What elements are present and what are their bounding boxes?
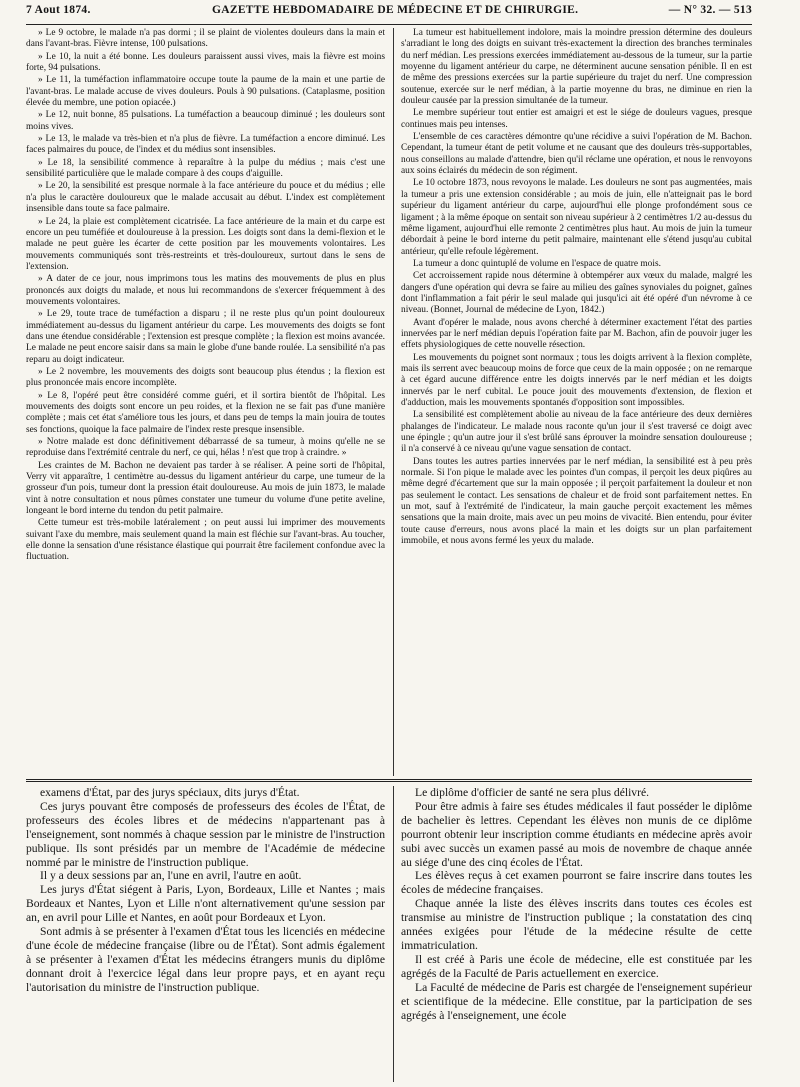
paragraph: Chaque année la liste des élèves inscrits dans toutes ces écoles est transmise au ministre de l'instruction publique ; la constatation des cinq années exigées pour l'étude de la médecine résulte de cette immatriculation. — [401, 897, 752, 952]
paragraph: L'ensemble de ces caractères démontre qu'une récidive a suivi l'opération de M. Bachon. Cependant, la tumeur étant de petit volume et ne causant que des douleurs très-supportables, nous conseillons au malade d'attendre, bien qu'il réclame une opération, et nous le renvoyons aux soins éclairés du médecin de son régiment. — [401, 132, 752, 177]
paragraph: » Le 18, la sensibilité commence à reparaître à la pulpe du médius ; mais c'est une sensibilité particulière que le malade compare à des coups d'aiguille. — [26, 157, 385, 180]
paragraph: » A dater de ce jour, nous imprimons tous les matins des mouvements de plus en plus prononcés aux doigts du malade, et nous lui recommandons de s'exercer fréquemment à des mouvements volontaires. — [26, 274, 385, 307]
paragraph: » Notre malade est donc définitivement débarrassé de sa tumeur, à moins qu'elle ne se reproduise dans l'extrémité centrale du nerf, ce qui, hélas ! n'est que trop à craindre. » — [26, 437, 385, 459]
paragraph: Ces jurys pouvant être composés de professeurs des écoles de l'État, de professeurs des écoles libres et de médecins n'appartenant pas à l'enseignement, sont nommés à chaque session par le ministre de l'instruction publique. Ils sont présidés par un membre de l'Académie de médecine nommé par le ministre de l'instruction publique. — [26, 799, 385, 869]
paragraph: Sont admis à se présenter à l'examen d'État tous les licenciés en médecine d'une école de médecine française (libre ou de l'État). Sont admis également à se présenter à l'examen d'État les médecins étrangers munis du diplôme donnant droit à l'exercice légal dans leur propre pays, et en ayant reçu l'autorisation du ministre de l'instruction publique. — [26, 925, 385, 994]
top-right-column — [401, 28, 752, 776]
paragraph: Le 10 octobre 1873, nous revoyons le malade. Les douleurs ne sont pas augmentées, mais la tumeur a pris une extension considérable ; au mois de juin, elle n'atteignait pas le bord supérieur du ligament antérieur du carpe, aujourd'hui elle plonge profondément sous ce ligament ; à la même époque on sentait son niveau supérieur à 2 centimètres 1/2 au-dessus du même ligament, aujourd'hui elle remonte 2 centimètres plus haut. Au mois de juin la tumeur débordait à peine le bord interne du petit palmaire, maintenant elle s'étend jusqu'au cubital antérieur, qu'elle refoule légèrement. — [401, 178, 752, 257]
paragraph: Les craintes de M. Bachon ne devaient pas tarder à se réaliser. A peine sorti de l'hôpital, Verry vit apparaître, 1 centimètre au-dessus du ligament antérieur du carpe, une tumeur de la grosseur d'un pois, tumeur dont la pression était douloureuse. Au mois de juin 1873, le malade vint à notre consultation et nous pûmes constater une tumeur du volume d'une petite aveline, longeant le bord interne du tendon du petit palmaire. — [26, 460, 385, 517]
journal-title: GAZETTE HEBDOMADAIRE DE MÉDECINE ET DE CHIRURGIE. — [212, 4, 579, 16]
paragraph: Pour être admis à faire ses études médicales il faut posséder le diplôme de bachelier ès lettres. Cependant les élèves non munis de ce diplôme pourront obtenir leur inscription comme étudiants en médecine après avoir subi avec succès un examen passé au mois de novembre de chaque année au siége d'une des cinq écoles de l'État. — [401, 799, 752, 869]
paragraph: La tumeur est habituellement indolore, mais la moindre pression détermine des douleurs s'arradiant le long des doigts en suivant très-exactement la direction des branches terminales du nerf médian. Les pressions exercées immédiatement au-dessous de la tumeur, sur la partie moyenne du ligament antérieur du carpe, ne déterminent aucune sensation pénible. Il en est de même des pressions exercées sur la partie supérieure du trajet du nerf. Une compression soutenue, exercée sur le nerf médian, à la partie moyenne du bras, ne diminue en rien la douleur causée par la pression simultanée de la tumeur. — [401, 28, 752, 107]
paragraph: Il est créé à Paris une école de médecine, elle est constituée par les agrégés de la Faculté de Paris actuellement en exercice. — [401, 952, 752, 980]
paragraph: La sensibilité est complètement abolie au niveau de la face antérieure des deux dernières phalanges de l'indicateur. Le malade nous raconte qu'un jour il s'est traversé ce doigt avec une épingle ; qu'un autre jour il s'est brûlé sans éprouver la moindre sensation douloureuse ; il n'a conservé à ce niveau qu'une vague sensation de contact. — [401, 410, 752, 455]
column-divider-bottom — [393, 786, 394, 1082]
paragraph: Cet accroissement rapide nous détermine à obtempérer aux vœux du malade, malgré les dangers d'une opération qui devra se faire au milieu des gaînes synoviales du poignet, gaînes dont l'inflammation a fait périr le seul malade qui jusqu'ici ait été opéré d'un névrome à ce niveau. (Bonnet, Journal de médecine de Lyon, 1842.) — [401, 271, 752, 316]
paragraph: Dans toutes les autres parties innervées par le nerf médian, la sensibilité est à peu près normale. Si l'on pique le malade avec les pointes d'un compas, il perçoit les deux piqûres au même degré d'écartement que sur la main opposée ; il perçoit parfaitement la douleur et non pas seulement le contact. Les sensations de chaleur et de froid sont parfaitement nettes. En un mot, sauf à l'extrémité de l'indicateur, la main gauche perçoit exactement les mêmes sensations que la main droite, mais avec un peu moins de vivacité. Bien entendu, pour éviter toute cause d'erreurs, nous avons placé la main et les doigts sur un plan parfaitement immobile, et nous avons fermé les yeux du malade. — [401, 456, 752, 547]
bottom-left-column — [26, 786, 385, 1082]
issue-number-page: — N° 32. — 513 — [668, 4, 752, 16]
paragraph: Les mouvements du poignet sont normaux ; tous les doigts arrivent à la flexion complète, mais ils serrent avec beaucoup moins de force que ceux de la main opposée ; on ne remarque à cet égard aucune différence entre les doigts innervés par le nerf médian et les doigts innervés par le nerf cubital. Le pouce jouit des mouvements d'extension, de flexion et d'adduction, mais les mouvements spontanés d'opposition sont impossibles. — [401, 352, 752, 408]
top-left-column — [26, 28, 385, 776]
paragraph: Le membre supérieur tout entier est amaigri et est le siége de douleurs vagues, presque continues mais peu intenses. — [401, 108, 752, 130]
paragraph: Le diplôme d'officier de santé ne sera plus délivré. — [415, 786, 649, 799]
issue-date: 7 Aout 1874. — [26, 4, 91, 16]
paragraph: » Le 2 novembre, les mouvements des doigts sont beaucoup plus étendus ; la flexion est plus prononcée mais encore incomplète. — [26, 366, 385, 389]
header-rule — [26, 24, 752, 25]
paragraph: examens d'État, par des jurys spéciaux, dits jurys d'État. — [40, 786, 300, 799]
paragraph: » Le 20, la sensibilité est presque normale à la face antérieure du pouce et du médius ; elle n'a plus le caractère douloureux que le malade accusait au début. L'index est complètement insensible dans toute sa face palmaire. — [26, 181, 385, 215]
paragraph: » Le 11, la tuméfaction inflammatoire occupe toute la paume de la main et une partie de l'avant-bras. Le malade accuse de vives douleurs. Pouls à 90 pulsations. (Cataplasme, position élevée du membre, une potion opiacée.) — [26, 75, 385, 109]
paragraph: Les jurys d'État siégent à Paris, Lyon, Bordeaux, Lille et Nantes ; mais Bordeaux et Nantes, Lyon et Lille n'ont alternativement qu'une session par an, en avril pour Lille et Nantes, en août pour Bordeaux et Lyon. — [26, 883, 385, 925]
paragraph: Cette tumeur est très-mobile latéralement ; on peut aussi lui imprimer des mouvements suivant l'axe du membre, mais seulement quand la main est fléchie sur l'avant-bras. Au toucher, elle donne la sensation d'une résistance élastique qui pourrait être facilement confondue avec la fluctuation. — [26, 518, 385, 563]
paragraph: » Le 24, la plaie est complètement cicatrisée. La face antérieure de la main et du carpe est encore un peu tuméfiée et douloureuse à la pression. Les doigts sont dans la demi-flexion et le malade ne peut guère les écarter de cette position par les mouvements volontaires. Les mouvements communiqués sont très-restreints et très-douloureux, surtout dans le sens de l'extension. — [26, 216, 385, 272]
paragraph: » Le 29, toute trace de tuméfaction a disparu ; il ne reste plus qu'un point douloureux immédiatement au-dessus du ligament antérieur du carpe. Les mouvements des doigts se font dans une étendue considérable ; l'extension est presque complète ; la flexion est moins avancée. Le malade ne peut encore saisir dans sa main le globe d'une bande roulée. La sensibilité n'a pas reparu au doigt indicateur. — [26, 309, 385, 365]
paragraph: La Faculté de médecine de Paris est chargée de l'enseignement supérieur et scientifique de la médecine. Elle constitue, par la participation de ses agrégés à l'enseignement, une école — [401, 980, 752, 1022]
paragraph: » Le 10, la nuit a été bonne. Les douleurs paraissent aussi vives, mais la fièvre est moins forte, 94 pulsations. — [26, 51, 385, 74]
paragraph: La tumeur a donc quintuplé de volume en l'espace de quatre mois. — [413, 258, 661, 269]
paragraph: » Le 9 octobre, le malade n'a pas dormi ; il se plaint de violentes douleurs dans la main et dans l'avant-bras. Fièvre intense, 100 pulsations. — [26, 28, 385, 50]
section-rule — [26, 779, 752, 782]
paragraph: Il y a deux sessions par an, l'une en avril, l'autre en août. — [40, 869, 302, 883]
paragraph: Les élèves reçus à cet examen pourront se faire inscrire dans toutes les écoles de médecine françaises. — [401, 869, 752, 897]
paragraph: Avant d'opérer le malade, nous avons cherché à déterminer exactement l'état des parties innervées par le nerf médian depuis l'opération faite par M. Bachon, afin de pouvoir juger les effets physiologiques de cette nouvelle résection. — [401, 317, 752, 351]
paragraph: » Le 12, nuit bonne, 85 pulsations. La tuméfaction a beaucoup diminué ; les douleurs sont moins vives. — [26, 110, 385, 132]
paragraph: » Le 13, le malade va très-bien et n'a plus de fièvre. La tuméfaction a encore diminué. Les faces palmaires du pouce, de l'index et du médius sont insensibles. — [26, 134, 385, 156]
bottom-right-column — [401, 786, 752, 1082]
column-divider-top — [393, 28, 394, 776]
page-header — [26, 4, 752, 24]
paragraph: » Le 8, l'opéré peut être considéré comme guéri, et il sortira bientôt de l'hôpital. Les mouvements des doigts sont encore un peu roides, et la flexion ne se fait pas d'une manière complète ; mais cet état s'améliore tous les jours, et dans peu de temps la main jouira de toutes ses fonctions, quoique la face palmaire de l'index reste presque insensible. — [26, 390, 385, 435]
